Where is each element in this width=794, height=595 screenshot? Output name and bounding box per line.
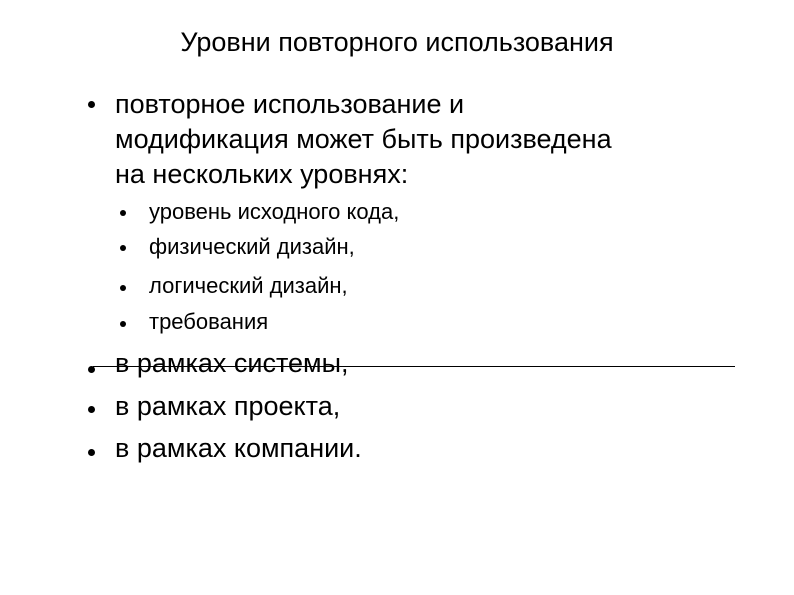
bullet-2-text: в рамках системы, — [115, 348, 349, 378]
bullet-icon — [88, 101, 95, 108]
sub-item-logical-design: логический дизайн, — [149, 273, 348, 298]
sub-bullet-icon — [120, 285, 126, 291]
bullet-1-line-2: модификация может быть произведена — [115, 124, 612, 154]
bullet-icon — [88, 449, 95, 456]
slide-title: Уровни повторного использования — [180, 27, 614, 57]
sub-item-requirements: требования — [149, 309, 269, 334]
sub-bullet-icon — [120, 210, 126, 216]
bullet-icon — [88, 406, 95, 413]
sub-item-source-code: уровень исходного кода, — [149, 199, 400, 224]
bullet-1-line-3: на нескольких уровнях: — [115, 159, 409, 189]
bullet-1-line-1: повторное использование и — [115, 89, 465, 119]
bullet-icon — [88, 366, 95, 373]
sub-bullet-icon — [120, 245, 126, 251]
sub-bullet-icon — [120, 321, 126, 327]
bullet-4-text: в рамках компании. — [115, 433, 362, 463]
sub-item-physical-design: физический дизайн, — [149, 234, 355, 259]
bullet-3-text: в рамках проекта, — [115, 391, 341, 421]
